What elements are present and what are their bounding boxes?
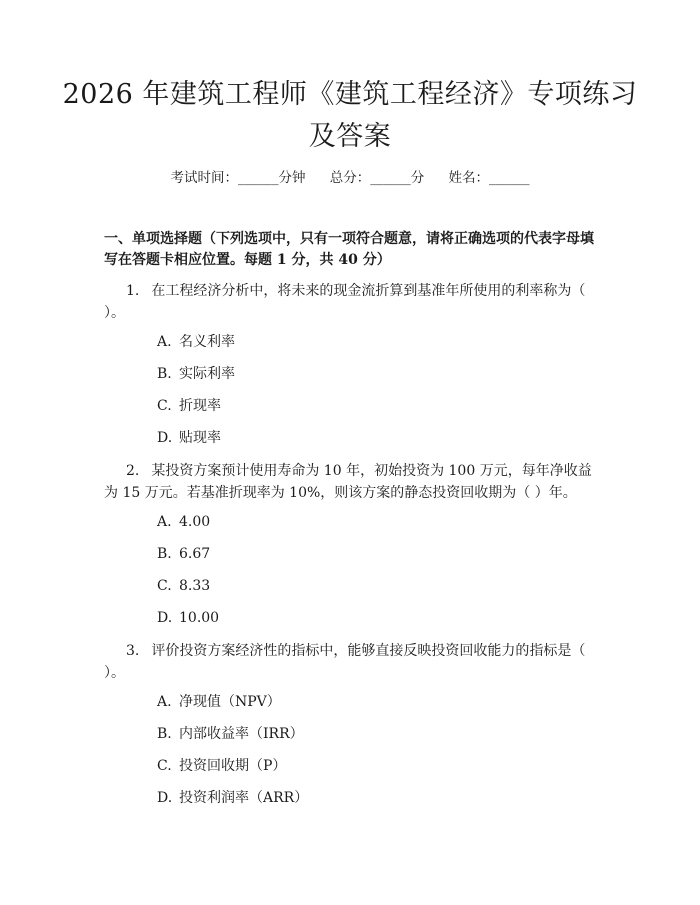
- question-1: [104, 280, 604, 324]
- option-text: 投资回收期（P）: [179, 758, 287, 774]
- option-text: 8.33: [179, 578, 211, 594]
- option-text: 4.00: [179, 514, 211, 530]
- document-title: 2026 年建筑工程师《建筑工程经济》专项练习及答案: [62, 79, 638, 152]
- option-text: 名义利率: [179, 334, 235, 350]
- option-text: 净现值（NPV）: [179, 694, 281, 710]
- option-label: A.: [157, 694, 172, 710]
- option-1b: [157, 364, 235, 384]
- option-label: C.: [157, 578, 172, 594]
- option-3c: [157, 756, 286, 776]
- question-number: 1.: [126, 283, 140, 299]
- question-number: 2.: [126, 463, 140, 479]
- option-2d: [157, 608, 219, 628]
- option-text: 贴现率: [179, 430, 221, 446]
- option-label: B.: [157, 546, 172, 562]
- option-3b: [157, 724, 304, 744]
- option-1c: [157, 396, 221, 416]
- option-text: 实际利率: [179, 366, 235, 382]
- question-2: [104, 460, 604, 504]
- question-text: 在工程经济分析中，将未来的现金流折算到基准年所使用的利率称为（ ）。: [104, 283, 586, 321]
- option-text: 10.00: [179, 610, 220, 626]
- option-label: A.: [157, 514, 172, 530]
- option-label: D.: [157, 610, 173, 626]
- option-1d: [157, 428, 221, 448]
- option-2b: [157, 544, 210, 564]
- option-2a: [157, 512, 210, 532]
- question-text: 某投资方案预计使用寿命为 10 年，初始投资为 100 万元，每年净收益为 15 万元。若基准折现率为 10%，则该方案的静态投资回收期为（ ）年。: [104, 463, 592, 501]
- section-heading: 一、单项选择题（下列选项中，只有一项符合题意，请将正确选项的代表字母填写在答题卡相应位置。每题 1 分，共 40 分）: [104, 231, 594, 268]
- option-text: 6.67: [179, 546, 211, 562]
- question-number: 3.: [126, 643, 140, 659]
- question-text: 评价投资方案经济性的指标中，能够直接反映投资回收能力的指标是（ ）。: [104, 643, 586, 681]
- option-label: B.: [157, 726, 172, 742]
- option-text: 折现率: [179, 398, 221, 414]
- option-label: C.: [157, 758, 172, 774]
- option-label: A.: [157, 334, 172, 350]
- option-1a: [157, 332, 235, 352]
- option-text: 内部收益率（IRR）: [179, 726, 304, 742]
- exam-meta: [0, 168, 700, 188]
- option-label: D.: [157, 790, 173, 806]
- option-label: B.: [157, 366, 172, 382]
- exam-time: 考试时间：______分钟: [170, 170, 306, 186]
- option-text: 投资利润率（ARR）: [179, 790, 309, 806]
- option-label: D.: [157, 430, 173, 446]
- option-3d: [157, 788, 308, 808]
- option-3a: [157, 692, 281, 712]
- option-2c: [157, 576, 210, 596]
- exam-name: 姓名：______: [448, 170, 530, 186]
- question-3: [104, 640, 604, 684]
- exam-score: 总分：______分: [329, 170, 425, 186]
- option-label: C.: [157, 398, 172, 414]
